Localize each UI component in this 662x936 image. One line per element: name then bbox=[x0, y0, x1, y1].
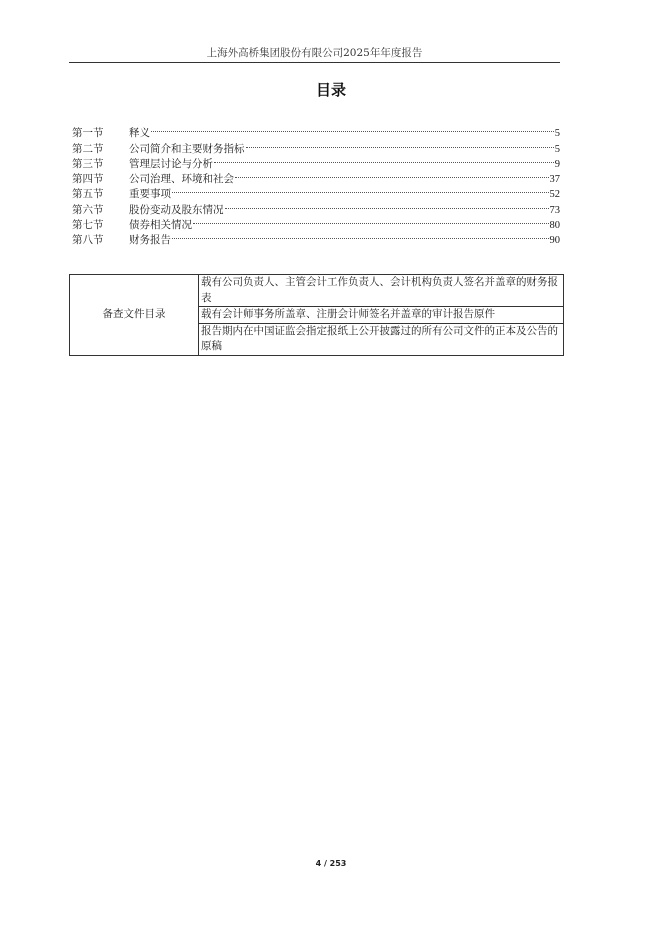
toc-section-number: 第一节 bbox=[72, 127, 104, 140]
toc-section-name: 公司治理、环境和社会 bbox=[129, 173, 234, 186]
toc-leader-dots bbox=[214, 152, 554, 167]
toc-page-number: 5 bbox=[554, 143, 560, 155]
toc-page-number: 37 bbox=[549, 174, 560, 186]
toc-page-number: 5 bbox=[554, 128, 560, 140]
toc-section-name: 债券相关情况 bbox=[129, 219, 192, 232]
toc-entry[interactable] bbox=[72, 121, 560, 140]
toc-section-number: 第四节 bbox=[72, 173, 104, 186]
toc-leader-dots bbox=[225, 197, 549, 212]
table-row bbox=[70, 275, 564, 307]
toc-leader-dots bbox=[235, 167, 549, 182]
table-of-contents bbox=[72, 121, 560, 247]
toc-section-number: 第八节 bbox=[72, 234, 104, 247]
reference-documents-table bbox=[69, 274, 564, 356]
toc-section-name: 管理层讨论与分析 bbox=[129, 157, 213, 170]
toc-section-number: 第七节 bbox=[72, 219, 104, 232]
toc-title: 目录 bbox=[315, 81, 346, 99]
toc-section-number: 第三节 bbox=[72, 157, 104, 170]
toc-page-number: 73 bbox=[549, 204, 560, 216]
toc-page-number: 80 bbox=[549, 220, 560, 232]
toc-section-name: 公司简介和主要财务指标 bbox=[129, 142, 245, 155]
toc-section-name: 财务报告 bbox=[129, 234, 171, 247]
toc-section-name: 重要事项 bbox=[129, 188, 171, 201]
toc-page-number: 90 bbox=[549, 235, 560, 247]
page-number: 4 / 253 bbox=[315, 859, 347, 868]
reference-document-item: 载有会计师事务所盖章、注册会计师签名并盖章的审计报告原件 bbox=[199, 307, 564, 324]
page-header: 上海外高桥集团股份有限公司2025年年度报告 bbox=[206, 47, 423, 59]
toc-section-name: 股份变动及股东情况 bbox=[129, 203, 224, 216]
header-divider bbox=[69, 62, 560, 63]
toc-leader-dots bbox=[246, 136, 554, 151]
reference-document-item: 载有公司负责人、主管会计工作负责人、会计机构负责人签名并盖章的财务报表 bbox=[199, 275, 564, 307]
reference-documents-label: 备查文件目录 bbox=[70, 275, 199, 356]
toc-section-number: 第五节 bbox=[72, 188, 104, 201]
reference-document-item: 报告期内在中国证监会指定报纸上公开披露过的所有公司文件的正本及公告的原稿 bbox=[199, 323, 564, 355]
toc-section-number: 第二节 bbox=[72, 142, 104, 155]
toc-leader-dots bbox=[151, 121, 554, 136]
toc-leader-dots bbox=[193, 213, 549, 228]
toc-section-name: 释义 bbox=[129, 127, 150, 140]
toc-page-number: 52 bbox=[549, 189, 560, 201]
toc-page-number: 9 bbox=[554, 158, 560, 170]
toc-leader-dots bbox=[172, 182, 549, 197]
toc-section-number: 第六节 bbox=[72, 203, 104, 216]
toc-leader-dots bbox=[172, 228, 549, 243]
